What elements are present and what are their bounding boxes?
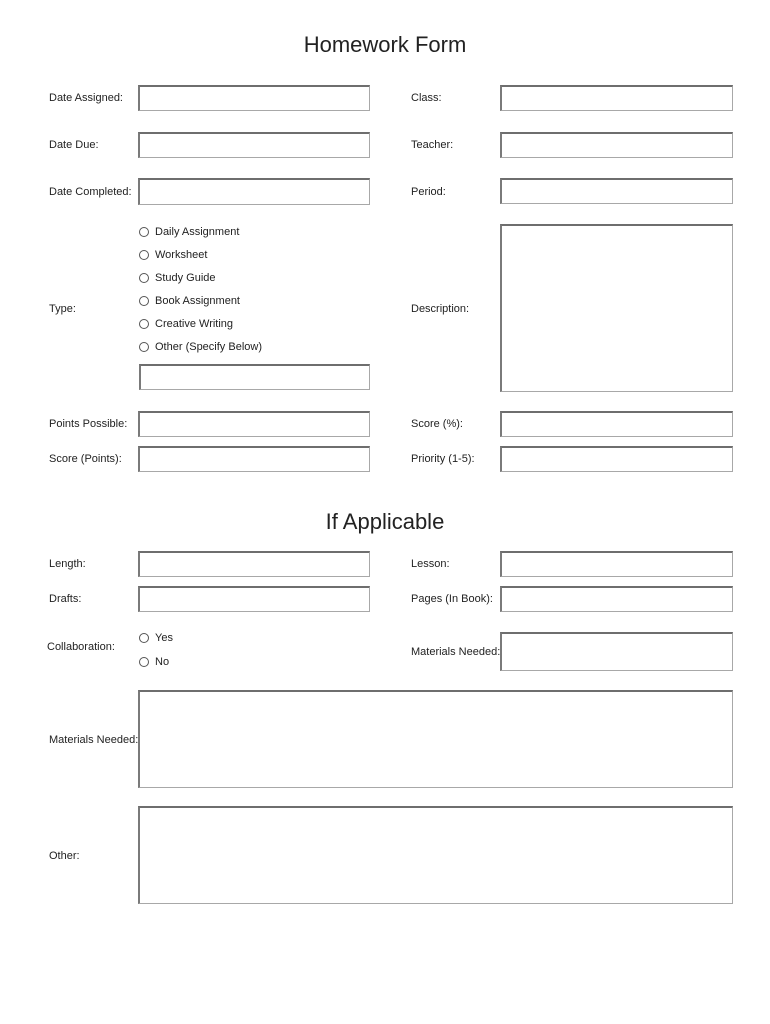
- type-other-field[interactable]: [139, 364, 370, 390]
- collab-option-yes[interactable]: [139, 630, 173, 646]
- collab-option-no[interactable]: [139, 654, 169, 670]
- type-label: Type:: [49, 303, 76, 315]
- date-assigned-label: Date Assigned:: [49, 92, 123, 104]
- section-title: If Applicable: [325, 509, 445, 534]
- radio-button[interactable]: [139, 227, 149, 237]
- radio-button[interactable]: [139, 250, 149, 260]
- materials-needed-right-label: Materials Needed:: [411, 646, 501, 658]
- date-completed-field[interactable]: [138, 178, 370, 205]
- radio-button[interactable]: [139, 342, 149, 352]
- type-option-worksheet[interactable]: [139, 247, 207, 263]
- radio-button[interactable]: [139, 319, 149, 329]
- page-title: Homework Form: [303, 32, 467, 57]
- other-label: Other:: [49, 850, 80, 862]
- length-field[interactable]: [138, 551, 370, 577]
- drafts-field[interactable]: [138, 586, 370, 612]
- collab-option-label: Yes: [155, 632, 173, 644]
- description-field[interactable]: [500, 224, 733, 392]
- other-field[interactable]: [138, 806, 733, 904]
- materials-needed-right-field[interactable]: [500, 632, 733, 671]
- points-possible-field[interactable]: [138, 411, 370, 437]
- type-option-label: Other (Specify Below): [155, 341, 262, 353]
- materials-needed-label: Materials Needed:: [49, 734, 139, 746]
- priority-label: Priority (1-5):: [411, 453, 475, 465]
- score-percent-label: Score (%):: [411, 418, 463, 430]
- type-option-label: Book Assignment: [155, 295, 240, 307]
- type-option-book-assignment[interactable]: [139, 293, 240, 309]
- type-option-label: Daily Assignment: [155, 226, 240, 238]
- type-option-label: Worksheet: [155, 249, 208, 261]
- collaboration-label: Collaboration:: [47, 641, 115, 653]
- period-label: Period:: [411, 186, 446, 198]
- materials-needed-field[interactable]: [138, 690, 733, 788]
- type-option-daily-assignment[interactable]: [139, 224, 239, 240]
- score-points-field[interactable]: [138, 446, 370, 472]
- teacher-label: Teacher:: [411, 139, 454, 151]
- type-option-label: Study Guide: [155, 272, 216, 284]
- type-option-other[interactable]: [139, 339, 262, 355]
- class-field[interactable]: [500, 85, 733, 111]
- lesson-field[interactable]: [500, 551, 733, 577]
- description-label: Description:: [411, 303, 470, 315]
- date-due-label: Date Due:: [49, 139, 99, 151]
- type-option-label: Creative Writing: [155, 318, 234, 330]
- pages-label: Pages (In Book):: [411, 593, 493, 605]
- type-option-creative-writing[interactable]: [139, 316, 233, 332]
- radio-button[interactable]: [139, 657, 149, 667]
- priority-field[interactable]: [500, 446, 733, 472]
- score-points-label: Score (Points):: [49, 453, 122, 465]
- radio-button[interactable]: [139, 296, 149, 306]
- date-assigned-field[interactable]: [138, 85, 370, 111]
- score-percent-field[interactable]: [500, 411, 733, 437]
- type-option-study-guide[interactable]: [139, 270, 216, 286]
- class-label: Class:: [411, 92, 442, 104]
- length-label: Length:: [49, 558, 86, 570]
- points-possible-label: Points Possible:: [49, 418, 128, 430]
- radio-button[interactable]: [139, 273, 149, 283]
- pages-field[interactable]: [500, 586, 733, 612]
- drafts-label: Drafts:: [49, 593, 82, 605]
- date-due-field[interactable]: [138, 132, 370, 158]
- radio-button[interactable]: [139, 633, 149, 643]
- teacher-field[interactable]: [500, 132, 733, 158]
- date-completed-label: Date Completed:: [49, 186, 132, 198]
- lesson-label: Lesson:: [411, 558, 450, 570]
- collab-option-label: No: [155, 656, 170, 668]
- period-field[interactable]: [500, 178, 733, 204]
